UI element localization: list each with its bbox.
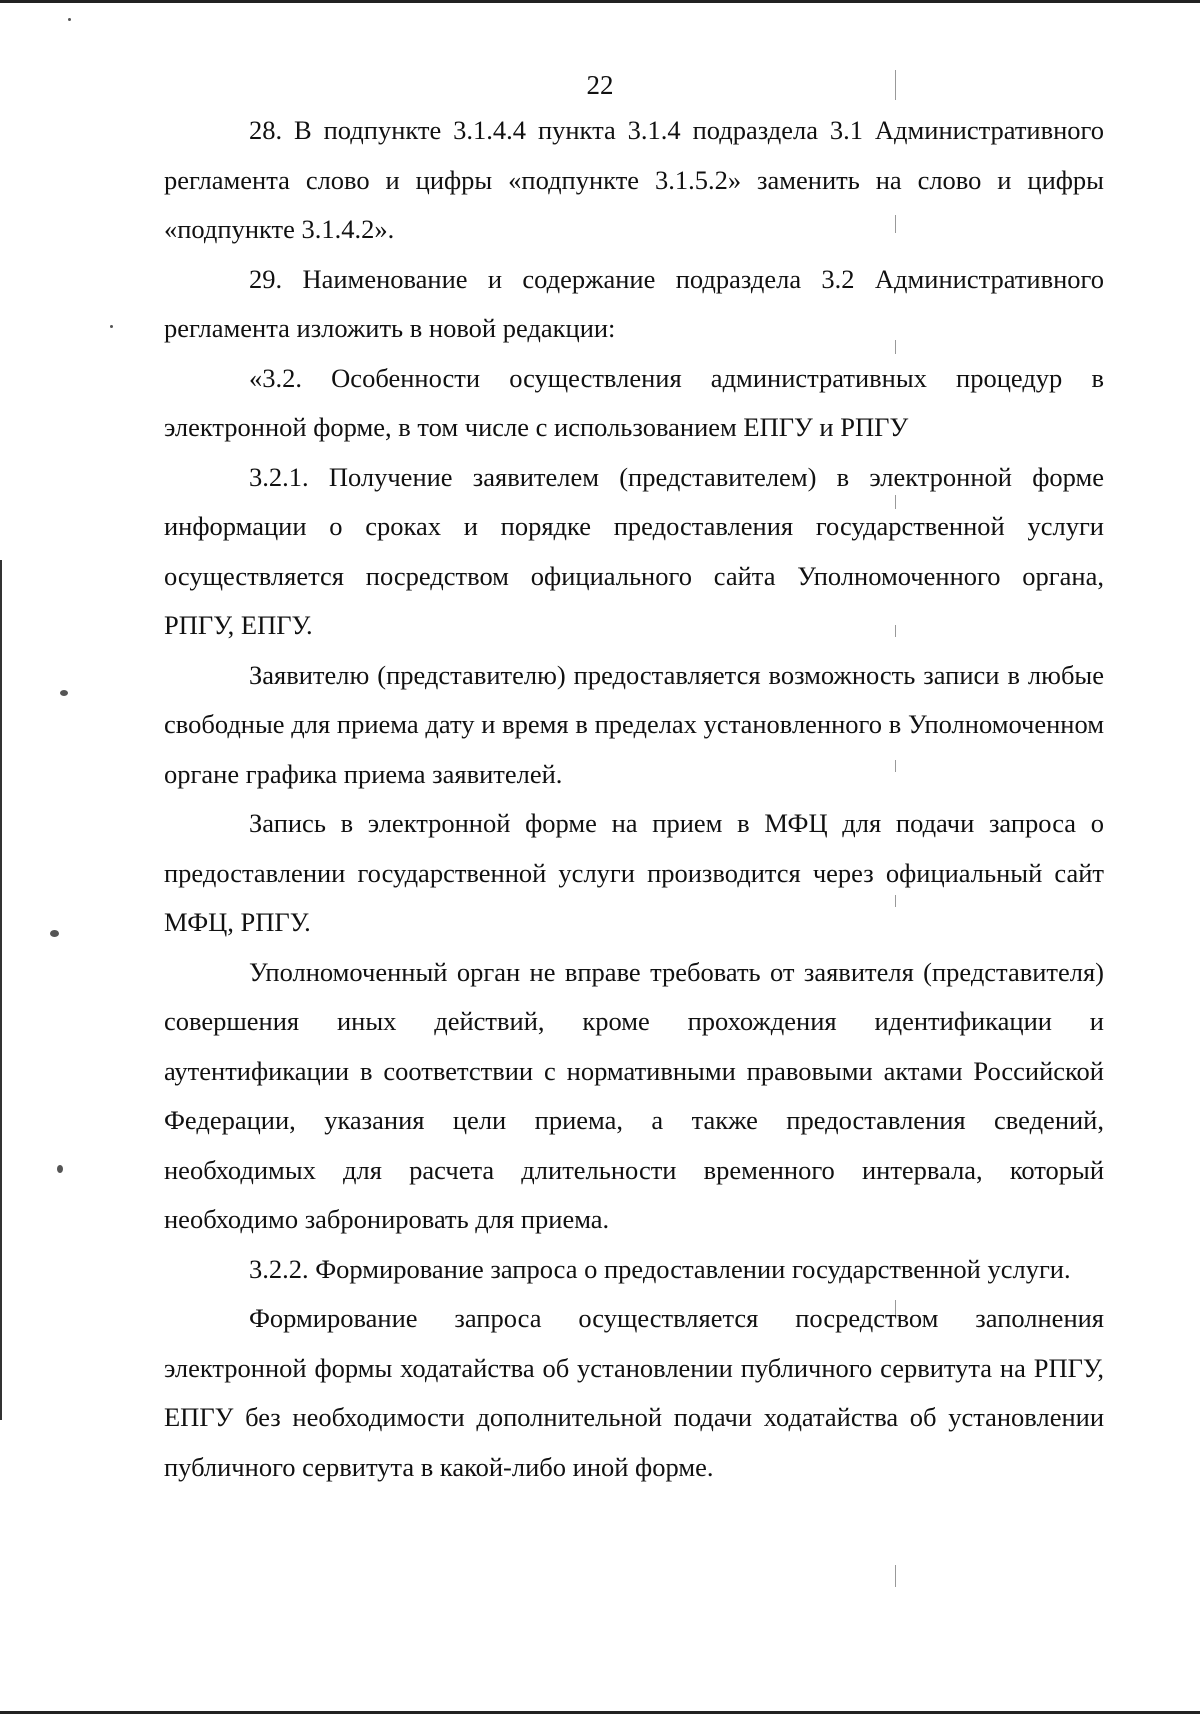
document-body xyxy=(164,106,1104,1492)
scan-speck xyxy=(68,18,71,21)
scan-artifact-mark xyxy=(895,1565,896,1587)
paragraph: 28. В подпункте 3.1.4.4 пункта 3.1.4 подраздела 3.1 Административного регламента слово и цифры «подпункте 3.1.5.2» заменить на слово и цифры «подпункте 3.1.4.2». xyxy=(164,115,1104,244)
paragraph: Заявителю (представителю) предоставляется возможность записи в любые свободные для приема дату и время в пределах установленного в Уполномоченном органе графика приема заявителей. xyxy=(164,659,1104,789)
paragraph: Уполномоченный орган не вправе требовать от заявителя (представителя) совершения иных действий, кроме прохождения идентификации и аутентификации в соответствии с нормативными правовыми актами Российской Федерации, указания цели приема, а также предоставления сведений, необходимых для расчета длительности временного интервала, который необходимо забронировать для приема. xyxy=(164,956,1104,1234)
scan-speck xyxy=(57,1165,63,1173)
paragraph: 29. Наименование и содержание подраздела 3.2 Административного регламента изложить в новой редакции: xyxy=(164,263,1104,343)
paragraph: 3.2.1. Получение заявителем (представителем) в электронной форме информации о сроках и порядке предоставления государственной услуги осуществляется посредством официального сайта Уполномоченного органа, РПГУ, ЕПГУ. xyxy=(164,461,1104,640)
scan-speck xyxy=(110,325,113,328)
scan-speck xyxy=(60,690,68,696)
paragraph: «3.2. Особенности осуществления административных процедур в электронной форме, в том числе с использованием ЕПГУ и РПГУ xyxy=(164,362,1104,442)
scan-left-edge xyxy=(0,560,2,1420)
page-number: 22 xyxy=(586,70,614,100)
paragraph: Запись в электронной форме на прием в МФЦ для подачи запроса о предоставлении государственной услуги производится через официальный сайт МФЦ, РПГУ. xyxy=(164,808,1104,937)
paragraph: 3.2.2. Формирование запроса о предоставлении государственной услуги. xyxy=(249,1253,1071,1284)
paragraph: Формирование запроса осуществляется посредством заполнения электронной формы ходатайства об установлении публичного сервитута на РПГУ, ЕПГУ без необходимости дополнительной подачи ходатайства об установлении публичного сервитута в какой-либо иной форме. xyxy=(164,1303,1104,1482)
scan-speck xyxy=(50,930,59,937)
scan-top-border xyxy=(0,0,1200,3)
